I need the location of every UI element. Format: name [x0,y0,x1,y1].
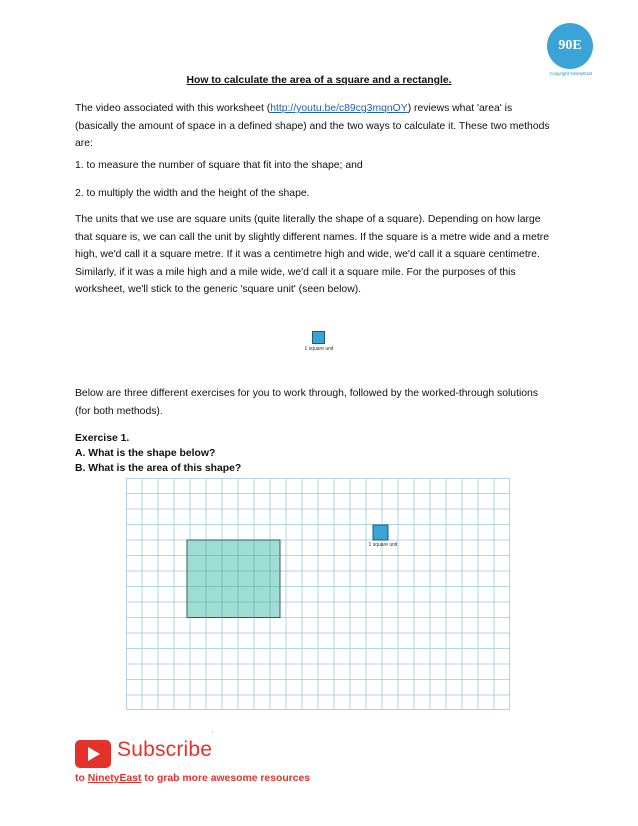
intro-paragraph [75,100,555,153]
page-title: How to calculate the area of a square and a rectangle. [186,75,452,86]
units-paragraph: The units that we use are square units (quite literally the shape of a square). Depending on how large that square is, we can call the unit by slightly different names. If the square is a metre wide and a metre high, we'd call it a square metre. If it was a centimetre high and wide, we'd call it a square centimetre. Similarly, if it was a mile high and a mile wide, we'd call it a square mile. For the purposes of this worksheet, we'll stick to the generic 'square unit' (seen below). [75,214,549,296]
stray-dot [212,731,213,732]
exercise-1-grid [126,478,510,710]
teal-square-shape [187,540,280,618]
ninetyeast-logo: 90E [547,23,593,69]
square-unit-label: 1 square unit [304,346,334,352]
method-1: 1. to measure the number of square that fit into the shape; and [75,160,363,171]
exercise-1-question-b: B. What is the area of this shape? [75,463,242,474]
play-triangle-icon [88,747,100,761]
video-link[interactable]: http://youtu.be/c89cg3mqnOY [270,103,408,114]
grid-square-unit-icon [373,525,388,540]
exercises-intro: Below are three different exercises for you to work through, followed by the worked-through solutions (for both methods). [75,388,539,417]
logo-caption: Copyright NinetyEast [549,71,593,76]
exercise-1-question-a: A. What is the shape below? [75,448,216,459]
grid-square-unit-label: 1 square unit [368,542,398,548]
footer-to: to [75,773,88,784]
subscribe-button[interactable]: Subscribe [117,738,213,761]
intro-text-after: ) reviews what 'area' is (basically the amount of space in a defined shape) and the two ways to calculate it. These two methods are: [75,103,550,150]
ninetyeast-link[interactable]: NinetyEast [87,773,142,784]
intro-text-before: The video associated with this worksheet ( [75,103,271,114]
method-2: 2. to multiply the width and the height of the shape. [75,188,310,199]
square-unit-icon [312,331,325,344]
grid-lines [126,478,510,710]
footer-line [75,773,310,784]
footer-rest: to grab more awesome resources [141,773,311,784]
exercise-1-heading: Exercise 1. [75,433,130,444]
